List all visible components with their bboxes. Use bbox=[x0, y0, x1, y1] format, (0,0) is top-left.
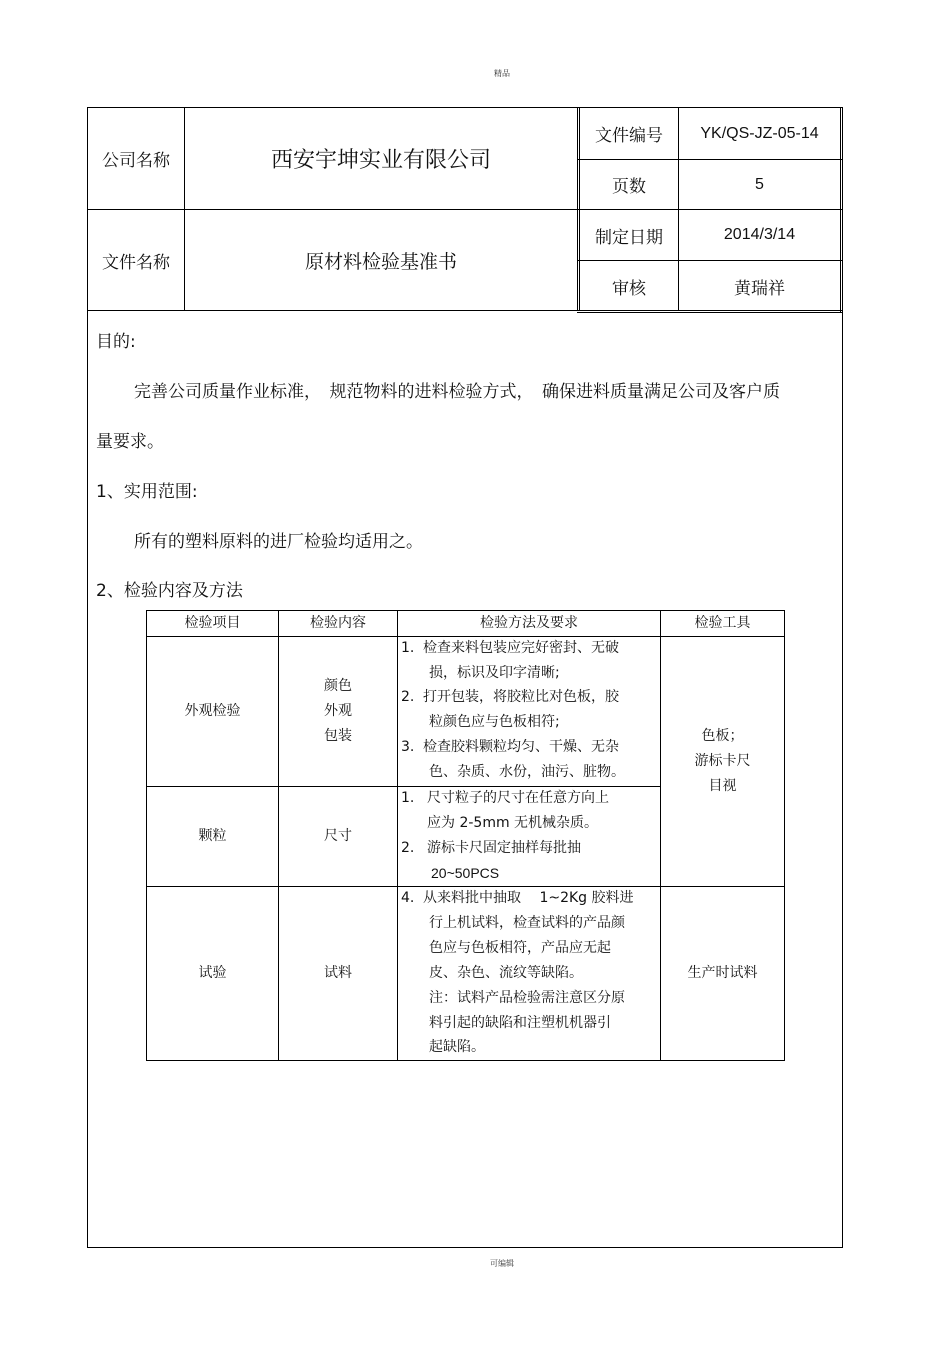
doc-label: 文件名称 bbox=[102, 252, 170, 273]
method-line: 行上机试料，检查试料的产品颜 bbox=[429, 915, 625, 931]
row-granule-content: 尺寸 bbox=[324, 828, 352, 844]
table-header-tool: 检验工具 bbox=[694, 615, 751, 631]
issue-date-label: 制定日期 bbox=[595, 227, 663, 248]
right-block-right-border bbox=[840, 107, 841, 313]
row-trial-content: 试料 bbox=[324, 965, 352, 981]
purpose-line-2: 量要求。 bbox=[96, 432, 164, 452]
table-header-method: 检验方法及要求 bbox=[480, 615, 578, 631]
shared-tools-cell bbox=[661, 637, 784, 886]
row-trial-item: 试验 bbox=[198, 965, 227, 981]
method-line: 应为 2-5mm 无机械杂质。 bbox=[427, 815, 599, 831]
method-line: 粒颜色应与色板相符; bbox=[429, 714, 560, 730]
method-line: 从来料批中抽取 1~2Kg 胶料进 bbox=[423, 890, 634, 906]
purpose-title: 目的: bbox=[96, 332, 136, 352]
method-line: 色、杂质、水份，油污、脏物。 bbox=[429, 764, 625, 780]
doc-number-label: 文件编号 bbox=[595, 126, 663, 146]
method-line: 起缺陷。 bbox=[429, 1039, 485, 1055]
right-block-left-border bbox=[577, 107, 578, 311]
doc-name: 原材料检验基准书 bbox=[304, 250, 457, 273]
method-line: 损，标识及印字清晰; bbox=[429, 665, 560, 681]
table-header-content: 检验内容 bbox=[310, 615, 366, 631]
method-num: 2. bbox=[401, 689, 415, 705]
tool-color-board: 色板； bbox=[701, 728, 744, 744]
scope-title: 1、实用范围: bbox=[96, 482, 198, 502]
scope-text: 所有的塑料原料的进厂检验均适用之。 bbox=[134, 532, 423, 552]
method-line: 色应与色板相符，产品应无起 bbox=[429, 940, 611, 956]
row-appearance-item: 外观检验 bbox=[184, 703, 241, 719]
page-footer-mark: 可编辑 bbox=[490, 1259, 514, 1268]
method-num: 1. bbox=[401, 790, 415, 806]
row-appearance-content bbox=[279, 637, 397, 786]
company-name: 西安宇坤实业有限公司 bbox=[270, 148, 491, 173]
method-line: 注：试料产品检验需注意区分原 bbox=[429, 990, 625, 1006]
tool-caliper: 游标卡尺 bbox=[694, 753, 751, 769]
page-count-value: 5 bbox=[755, 175, 764, 193]
tool-visual: 目视 bbox=[708, 778, 737, 794]
purpose-line-1: 完善公司质量作业标准， 规范物料的进料检验方式， 确保进料质量满足公司及客户质 bbox=[134, 382, 780, 402]
method-line: 打开包装，将胶粒比对色板，胶 bbox=[423, 689, 619, 705]
row-granule-item: 颗粒 bbox=[198, 828, 227, 844]
method-line: 游标卡尺固定抽样每批抽 bbox=[427, 840, 581, 856]
page-count-label: 页数 bbox=[612, 177, 646, 197]
method-num: 3. bbox=[401, 739, 415, 755]
reviewer-label: 审核 bbox=[612, 278, 646, 299]
method-line: 检查胶料颗粒均匀、干燥、无杂 bbox=[423, 739, 619, 755]
method-line: 料引起的缺陷和注塑机机器引 bbox=[429, 1015, 611, 1031]
page-header-mark: 精品 bbox=[494, 69, 510, 78]
table-header-item: 检验项目 bbox=[184, 615, 241, 631]
method-num: 1. bbox=[401, 640, 415, 656]
table-col-divider-2 bbox=[397, 610, 398, 1061]
method-num: 4. bbox=[401, 890, 415, 906]
issue-date-value: 2014/3/14 bbox=[723, 226, 796, 243]
method-title: 2、检验内容及方法 bbox=[96, 581, 243, 601]
method-num: 2. bbox=[401, 840, 415, 856]
doc-number-value: YK/QS-JZ-05-14 bbox=[700, 124, 819, 142]
method-line: 检查来料包装应完好密封、无破 bbox=[423, 640, 619, 656]
content-color: 颜色 bbox=[324, 678, 352, 694]
reviewer-value: 黄瑞祥 bbox=[734, 278, 785, 299]
content-appearance: 外观 bbox=[324, 703, 352, 719]
method-line: 尺寸粒子的尺寸在任意方向上 bbox=[427, 790, 609, 806]
row-trial-tool: 生产时试料 bbox=[687, 965, 758, 981]
right-block-bottom-shadow bbox=[577, 312, 843, 313]
method-line: 20~50PCS bbox=[431, 865, 500, 881]
method-line: 皮、杂色、流纹等缺陷。 bbox=[429, 965, 583, 981]
content-packaging: 包装 bbox=[324, 728, 352, 744]
company-label: 公司名称 bbox=[102, 151, 170, 171]
